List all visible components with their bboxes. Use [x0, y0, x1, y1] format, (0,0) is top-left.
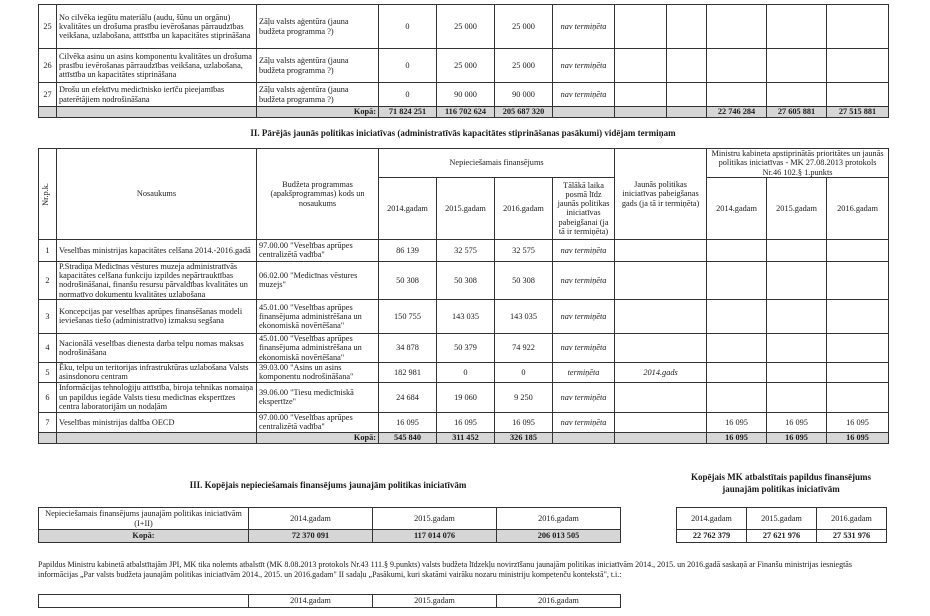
header-2014: 2014.gadam [379, 177, 437, 239]
section2-title: II. Pārējās jaunās politikas iniciatīvas (administratīvās kapacitātes stiprināšanas pasākumi) vidējam termiņam [250, 128, 676, 138]
section3-year-2015: 2015.gadam [373, 508, 497, 530]
row-mk-2014: 16 095 [707, 412, 767, 432]
section3-total-label: Kopā: [39, 530, 249, 543]
row-term: termiņēta [553, 362, 615, 382]
row-mk-2015 [767, 239, 827, 261]
row-number: 2 [39, 261, 57, 299]
row-code: Zāļu valsts aģentūra (jauna budžeta programma ?) [257, 49, 379, 83]
row-2016: 32 575 [495, 239, 553, 261]
row-number: 4 [39, 333, 57, 362]
table-row [39, 362, 889, 382]
row-term: nav termiņēta [553, 333, 615, 362]
row-number: 6 [39, 382, 57, 412]
section3b-total-2014: 22 762 379 [677, 530, 747, 543]
row-2014: 0 [379, 49, 437, 83]
row-term: nav termiņēta [553, 239, 615, 261]
section3b-total-2016: 27 531 976 [817, 530, 887, 543]
row-term: nav termiņēta [553, 261, 615, 299]
row-end-year: 2014.gads [615, 362, 707, 382]
table-row [39, 412, 889, 432]
total-2014: 545 840 [379, 432, 437, 443]
row-2016: 9 250 [495, 382, 553, 412]
header-2015: 2015.gadam [437, 177, 495, 239]
section3b-year-2016: 2016.gadam [817, 508, 887, 530]
row-2016: 25 000 [495, 5, 553, 49]
row-mk-2014 [707, 362, 767, 382]
row-empty [827, 83, 889, 107]
total-row [39, 107, 889, 118]
header-row [39, 149, 889, 178]
row-code: 97.00.00 "Veselības aprūpes centralizētā vadība" [257, 412, 379, 432]
row-name: No cilvēka iegūtu materiālu (audu, šūnu un orgānu) kvalitātes un drošuma prasību ievērošanas pārraudzības veikšana, uzlabošana, attīstība un kapacitātes stiprināšana [57, 5, 257, 49]
header-newpol: Jaunās politikas iniciatīvas pabeigšanas gads (ja tā ir termiņēta) [615, 149, 707, 240]
total-2015: 311 452 [437, 432, 495, 443]
total-mk-2015: 16 095 [767, 432, 827, 443]
row-number: 26 [39, 49, 57, 83]
total-2016: 205 687 320 [495, 107, 553, 118]
total-empty [615, 107, 667, 118]
row-mk-2016 [827, 239, 889, 261]
row-number: 25 [39, 5, 57, 49]
total-empty [57, 432, 257, 443]
row-2014: 150 755 [379, 299, 437, 333]
row-2016: 16 095 [495, 412, 553, 432]
row-mk-2016 [827, 362, 889, 382]
section3-total-2015: 117 014 076 [373, 530, 497, 543]
total-empty [553, 107, 615, 118]
row-empty [615, 83, 667, 107]
row-2016: 74 922 [495, 333, 553, 362]
row-2014: 50 308 [379, 261, 437, 299]
section3-total-2016: 206 013 505 [497, 530, 621, 543]
header-mk-2014: 2014.gadam [707, 177, 767, 239]
row-number: 5 [39, 362, 57, 382]
section3b-header-row [677, 508, 887, 530]
row-2014: 0 [379, 5, 437, 49]
section2-table [38, 148, 889, 444]
row-term: nav termiņēta [553, 5, 615, 49]
row-end-year [615, 412, 707, 432]
row-2016: 25 000 [495, 49, 553, 83]
row-2014: 182 981 [379, 362, 437, 382]
section3b-title: Kopējais MK atbalstītais papildus finansējums jaunajām politikas iniciatīvām [690, 472, 872, 494]
table-row [39, 261, 889, 299]
row-code: 97.00.00 "Veselības aprūpes centralizētā vadība" [257, 239, 379, 261]
row-code: 39.03.00 "Asins un asins komponentu nodrošināšana" [257, 362, 379, 382]
row-code: 45.01.00 "Veselības aprūpes finansējuma administrēšana un ekonomiskā novērtēšana" [257, 333, 379, 362]
row-empty [667, 83, 707, 107]
table-row [39, 5, 889, 49]
row-empty [707, 49, 767, 83]
row-2014: 86 139 [379, 239, 437, 261]
row-mk-2015 [767, 362, 827, 382]
row-number: 3 [39, 299, 57, 333]
row-end-year [615, 261, 707, 299]
row-code: 06.02.00 "Medicīnas vēstures muzejs" [257, 261, 379, 299]
section3-year-2014: 2014.gadam [249, 508, 373, 530]
row-2014: 0 [379, 83, 437, 107]
row-name: Drošu un efektīvu medicīnisko ierīču pieejamības paterētājiem nodrošināšana [57, 83, 257, 107]
total-mk-2015: 27 605 881 [767, 107, 827, 118]
table-row [39, 299, 889, 333]
total-2014: 71 824 251 [379, 107, 437, 118]
header-code: Budžeta programmas (apakšprogrammas) kods un nosaukums [257, 149, 379, 240]
table-row [39, 83, 889, 107]
row-mk-2015 [767, 261, 827, 299]
row-empty [827, 49, 889, 83]
section3-label: Nepieciešamais finansējums jaunajām politikas iniciatīvām (I+II) [39, 508, 249, 530]
total-label: Kopā: [257, 432, 379, 443]
row-mk-2016 [827, 261, 889, 299]
row-end-year [615, 299, 707, 333]
section3b-table [676, 507, 887, 543]
row-empty [615, 5, 667, 49]
row-number: 27 [39, 83, 57, 107]
footer-empty-cell [39, 595, 249, 608]
row-empty [707, 83, 767, 107]
row-name: Veselības ministrijas dalība OECD [57, 412, 257, 432]
total-mk-2016: 16 095 [827, 432, 889, 443]
row-mk-2015 [767, 382, 827, 412]
total-row [39, 432, 889, 443]
row-name: Cilvēka asinu un asins komponentu kvalitātes un drošuma prasību ievērošanas pārraudzības veikšana, uzlabošana, attīstība un kapacitātes stiprināšana [57, 49, 257, 83]
row-2015: 0 [437, 362, 495, 382]
row-name: Ēku, telpu un teritorijas infrastruktūras uzlabošana Valsts asinsdonoru centram [57, 362, 257, 382]
row-2016: 143 035 [495, 299, 553, 333]
table-row [39, 333, 889, 362]
section3-header-row [39, 508, 621, 530]
header-need: Nepieciešamais finansējums [379, 149, 615, 178]
row-empty [615, 49, 667, 83]
header-2016: 2016.gadam [495, 177, 553, 239]
row-empty [767, 5, 827, 49]
row-mk-2014 [707, 382, 767, 412]
footer-year-2015: 2015.gadam [373, 595, 497, 608]
total-empty [39, 432, 57, 443]
section3b-total-2015: 27 621 976 [747, 530, 817, 543]
row-code: Zāļu valsts aģentūra (jauna budžeta programma ?) [257, 5, 379, 49]
header-mk-2015: 2015.gadam [767, 177, 827, 239]
row-code: 45.01.00 "Veselības aprūpes finansējuma administrēšana un ekonomiskā novērtēšana" [257, 299, 379, 333]
row-term: nav termiņēta [553, 412, 615, 432]
row-name: Koncepcijas par veselības aprūpes finansēšanas modeli ieviešanas tiešo (administratīvo) izmaksu segšana [57, 299, 257, 333]
row-mk-2015 [767, 333, 827, 362]
row-empty [667, 49, 707, 83]
header-mk-2016: 2016.gadam [827, 177, 889, 239]
row-name: P.Stradiņa Medicīnas vēstures muzeja administratīvās kapacitātes celšana funkciju izpildes nepārtrauktības nodrošināšanai, finanšu resursu pārvaldības kvalitātes un normatīvo dokumentu kvalitātes uzlabošana [57, 261, 257, 299]
row-2016: 50 308 [495, 261, 553, 299]
row-mk-2014 [707, 239, 767, 261]
header-nr [39, 149, 57, 240]
row-mk-2014 [707, 333, 767, 362]
row-2015: 50 379 [437, 333, 495, 362]
row-mk-2014 [707, 299, 767, 333]
row-mk-2016: 16 095 [827, 412, 889, 432]
row-mk-2016 [827, 333, 889, 362]
section3b-year-2014: 2014.gadam [677, 508, 747, 530]
row-2015: 16 095 [437, 412, 495, 432]
top-table [38, 4, 889, 118]
row-mk-2015: 16 095 [767, 412, 827, 432]
row-empty [667, 5, 707, 49]
total-2016: 326 185 [495, 432, 553, 443]
table-row [39, 49, 889, 83]
row-name: Veselības ministrijas kapacitātes celšana 2014.-2016.gadā [57, 239, 257, 261]
section3-total-row [39, 530, 621, 543]
row-number: 7 [39, 412, 57, 432]
row-2015: 25 000 [437, 49, 495, 83]
row-empty [767, 83, 827, 107]
row-2015: 90 000 [437, 83, 495, 107]
row-2015: 32 575 [437, 239, 495, 261]
total-empty [667, 107, 707, 118]
row-2015: 143 035 [437, 299, 495, 333]
row-name: Informācijas tehnoloģiju attīstība, biroja tehnikas nomaiņa un papildus iegāde Valsts tiesu medicīnas ekspertīzes centra laboratorijām un nodaļām [57, 382, 257, 412]
row-term: nav termiņēta [553, 49, 615, 83]
header-mk: Ministru kabineta apstiprinātās prioritātes un jaunās politikas iniciatīvas - MK 27.08.2013 protokols Nr.46 102.§ 1.punkts [707, 149, 889, 178]
total-empty [615, 432, 707, 443]
total-label: Kopā: [257, 107, 379, 118]
footer-table [38, 594, 621, 608]
footer-paragraph: Papildus Ministru kabinetā atbalstītajām JPI, MK tika nolemts atbalstīt (MK 8.08.2013 protokols Nr.43 111.§ 9.punkts) valsts budžeta līdzekļu novirzīšanu jaunajām politikas iniciatīvām 2014., 2015. un 2016.gadā saskaņā ar Finanšu ministrijas iesniegtās informācijas „Par valsts budžeta jaunajām politikas iniciatīvām 2014., 2015. un 2016.gadam" II sadaļu „Pasākumi, kuri skatāmi vairāku nozaru ministriju kompetenču kontekstā", t.i.: [38, 560, 852, 579]
total-mk-2014: 16 095 [707, 432, 767, 443]
row-name: Nacionālā veselības dienesta darba telpu nomas maksas nodrošināšana [57, 333, 257, 362]
footer-year-2016: 2016.gadam [497, 595, 621, 608]
row-mk-2016 [827, 299, 889, 333]
row-end-year [615, 333, 707, 362]
row-2016: 90 000 [495, 83, 553, 107]
table-row [39, 239, 889, 261]
footer-year-2014: 2014.gadam [249, 595, 373, 608]
row-term: nav termiņēta [553, 299, 615, 333]
row-empty [827, 5, 889, 49]
row-empty [707, 5, 767, 49]
row-number: 1 [39, 239, 57, 261]
section3-total-2014: 72 370 091 [249, 530, 373, 543]
row-end-year [615, 382, 707, 412]
row-term: nav termiņēta [553, 83, 615, 107]
total-empty [57, 107, 257, 118]
footer-header-row [39, 595, 621, 608]
row-2015: 19 060 [437, 382, 495, 412]
row-end-year [615, 239, 707, 261]
section3b-year-2015: 2015.gadam [747, 508, 817, 530]
row-2016: 0 [495, 362, 553, 382]
total-2015: 116 702 624 [437, 107, 495, 118]
row-2015: 50 308 [437, 261, 495, 299]
row-2014: 16 095 [379, 412, 437, 432]
total-mk-2016: 27 515 881 [827, 107, 889, 118]
header-name: Nosaukums [57, 149, 257, 240]
total-mk-2014: 22 746 284 [707, 107, 767, 118]
header-further: Tālākā laika posmā līdz jaunās politikas iniciatīvas pabeigšanai (ja tā ir termiņēta) [553, 177, 615, 239]
row-2014: 34 878 [379, 333, 437, 362]
row-mk-2014 [707, 261, 767, 299]
total-empty [39, 107, 57, 118]
total-empty [553, 432, 615, 443]
header-nr-label: Nr.p.k. [41, 182, 50, 206]
row-code: Zāļu valsts aģentūra (jauna budžeta programma ?) [257, 83, 379, 107]
row-code: 39.06.00 "Tiesu medicīniskā ekspertīze" [257, 382, 379, 412]
section3b-total-row [677, 530, 887, 543]
row-term: nav termiņēta [553, 382, 615, 412]
row-2014: 24 684 [379, 382, 437, 412]
section3-year-2016: 2016.gadam [497, 508, 621, 530]
table-row [39, 382, 889, 412]
row-2015: 25 000 [437, 5, 495, 49]
section3-title: III. Kopējais nepieciešamais finansējums jaunajām politikas iniciatīvām [189, 480, 467, 490]
section3-table [38, 507, 621, 543]
row-mk-2015 [767, 299, 827, 333]
row-empty [767, 49, 827, 83]
row-mk-2016 [827, 382, 889, 412]
